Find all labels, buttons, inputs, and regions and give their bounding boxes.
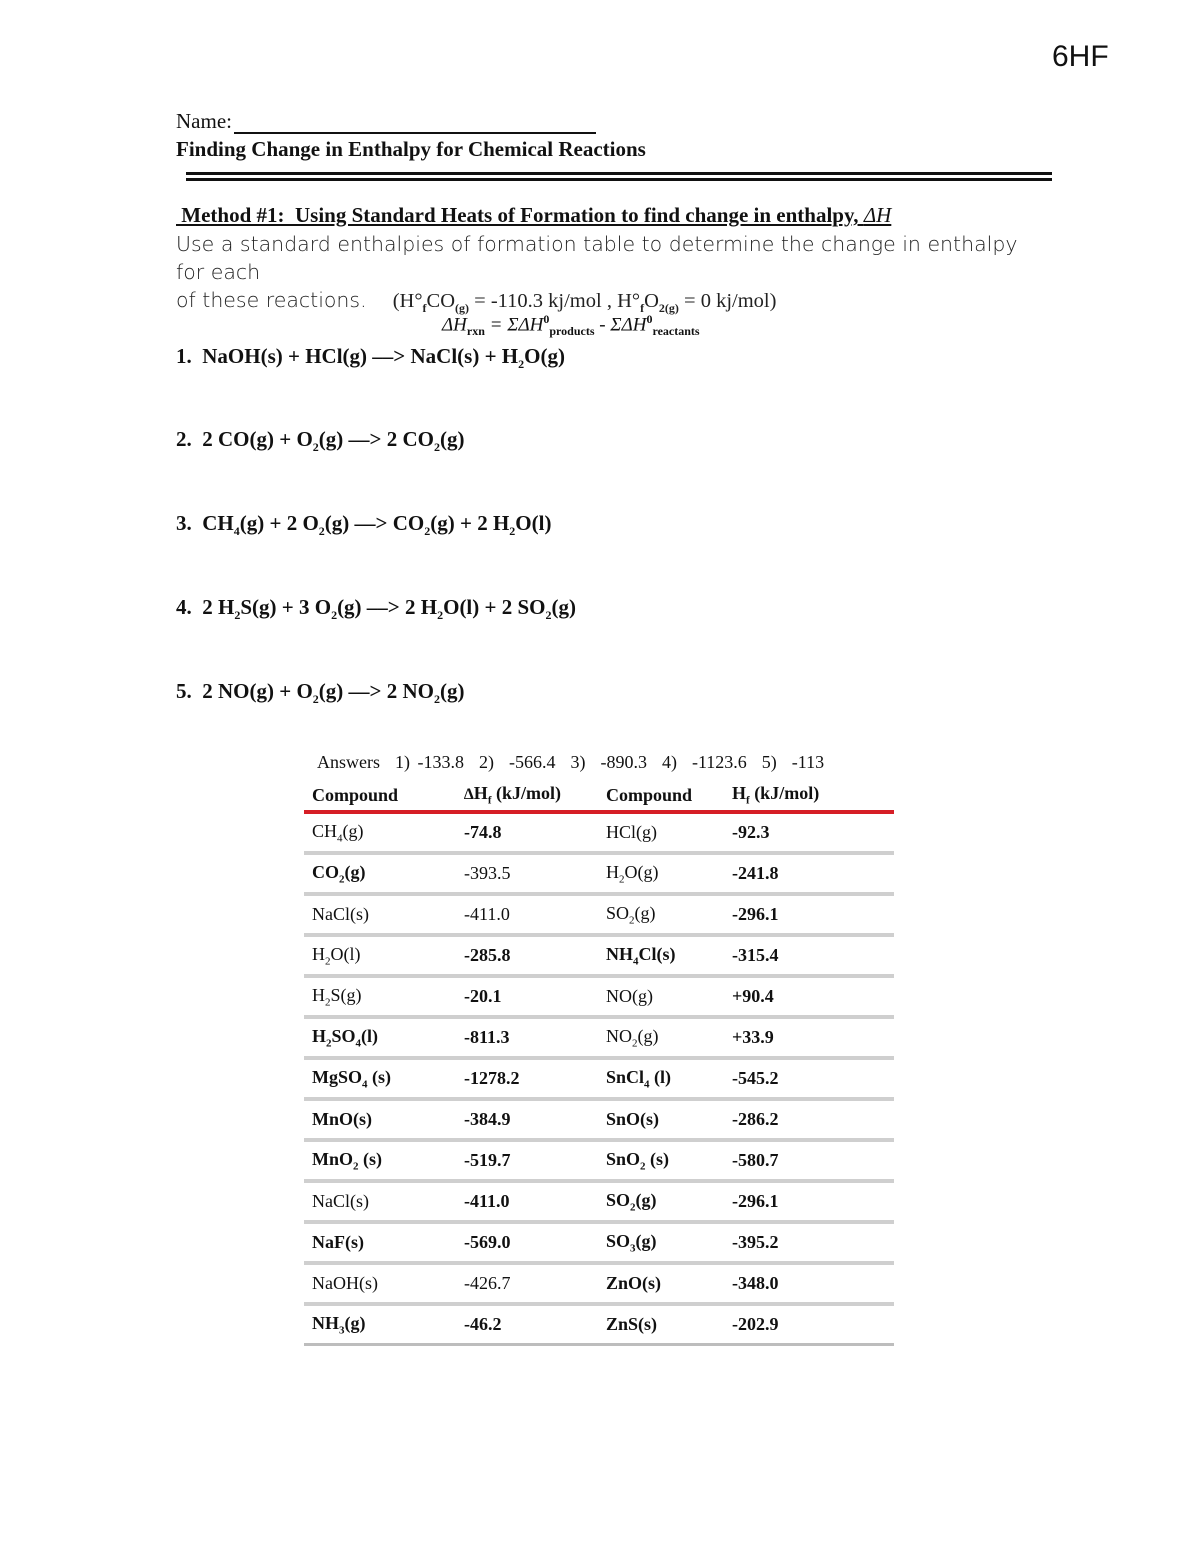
equation-text: (g) ––> 2 NO bbox=[318, 679, 434, 703]
compound-text: (g) bbox=[344, 1312, 366, 1333]
equation-text: (g) + 2 H bbox=[430, 511, 510, 535]
given-o2-sub-f: f bbox=[640, 301, 645, 316]
enthalpy-value-cell: -393.5 bbox=[456, 853, 598, 894]
table-row bbox=[304, 1222, 894, 1263]
formula-minus: - ΣΔH bbox=[594, 314, 647, 336]
compound-text: SnO bbox=[606, 1148, 641, 1169]
compound-text: (g) bbox=[635, 1189, 657, 1210]
compound-text: ZnS(s) bbox=[606, 1314, 658, 1334]
compound-text: S(g) bbox=[330, 984, 362, 1005]
enthalpy-value-cell: -296.1 bbox=[724, 894, 894, 935]
compound-text: SO bbox=[606, 1230, 631, 1251]
given-o2-prefix: H° bbox=[611, 290, 641, 312]
table-row bbox=[304, 1058, 894, 1099]
equation-text: NaOH(s) + HCl(g) ––> NaCl(s) + H bbox=[202, 344, 519, 368]
equation-text: 2 H bbox=[202, 595, 235, 619]
given-co-value: = -110.3 kj/mol , bbox=[469, 290, 612, 312]
subscript: 2 bbox=[234, 608, 241, 623]
subscript: 2 bbox=[312, 692, 319, 707]
given-co-prefix: (H° bbox=[392, 290, 423, 312]
formula-delta-h: ΔH bbox=[442, 314, 467, 336]
enthalpy-value-cell: -395.2 bbox=[724, 1222, 894, 1263]
compound-cell bbox=[598, 1263, 724, 1304]
equation-text: (g) bbox=[551, 595, 576, 619]
compound-cell bbox=[304, 853, 456, 894]
problem-number: 2. bbox=[176, 427, 192, 451]
equation-text: O(l) + 2 SO bbox=[443, 595, 546, 619]
equation-text: (g) + 2 O bbox=[239, 511, 319, 535]
subscript: 2 bbox=[630, 1201, 636, 1214]
enthalpy-value-cell: -92.3 bbox=[724, 812, 894, 853]
table-header-row bbox=[304, 780, 894, 812]
table-row bbox=[304, 894, 894, 935]
compound-text: NH bbox=[312, 1312, 339, 1333]
compound-cell bbox=[304, 1140, 456, 1181]
equation-text: (g) ––> 2 H bbox=[337, 595, 438, 619]
equation-text: (g) bbox=[440, 427, 465, 451]
compound-text: ZnO(s) bbox=[606, 1273, 662, 1293]
enthalpy-value-cell: -286.2 bbox=[724, 1099, 894, 1140]
title-divider bbox=[186, 172, 1052, 181]
compound-cell bbox=[598, 1140, 724, 1181]
compound-text: (g) bbox=[342, 820, 364, 841]
compound-cell bbox=[598, 976, 724, 1017]
compound-text: (s) bbox=[367, 1066, 392, 1087]
header-dhf-2 bbox=[724, 780, 894, 812]
compound-text: MgSO bbox=[312, 1066, 363, 1087]
given-o2-compound: O bbox=[644, 290, 659, 312]
compound-text: H bbox=[312, 943, 325, 964]
compound-cell bbox=[598, 853, 724, 894]
subscript: 2 bbox=[434, 440, 440, 455]
subscript: 2 bbox=[424, 524, 431, 539]
problem-number: 5. bbox=[176, 679, 192, 703]
compound-cell bbox=[304, 1263, 456, 1304]
header-dhf-2-sub: f bbox=[746, 794, 750, 807]
enthalpy-value-cell: -384.9 bbox=[456, 1099, 598, 1140]
compound-text: HCl(g) bbox=[606, 822, 657, 842]
compound-cell bbox=[598, 1058, 724, 1099]
name-row bbox=[176, 109, 596, 134]
table-row bbox=[304, 853, 894, 894]
compound-cell bbox=[598, 1181, 724, 1222]
header-dhf-2-unit: (kJ/mol) bbox=[749, 783, 820, 804]
header-dhf-1 bbox=[456, 780, 598, 812]
problem-number: 3. bbox=[176, 511, 192, 535]
answers-line: Answers 1) -133.8 2) -566.4 3) -890.3 4) -1123.6 5) -113 bbox=[317, 752, 825, 772]
subscript: 4 bbox=[337, 832, 343, 845]
table-row bbox=[304, 1263, 894, 1304]
enthalpy-value-cell: +90.4 bbox=[724, 976, 894, 1017]
problem-number: 1. bbox=[176, 344, 192, 368]
equation-text: O(g) bbox=[524, 344, 565, 368]
compound-text: NaCl(s) bbox=[312, 1191, 369, 1211]
formula-rxn: rxn bbox=[466, 324, 485, 339]
enthalpy-value-cell: -46.2 bbox=[456, 1304, 598, 1345]
compound-text: CO bbox=[312, 861, 339, 882]
subscript: 2 bbox=[629, 914, 635, 927]
method-heading bbox=[176, 203, 891, 228]
compound-cell bbox=[304, 1181, 456, 1222]
compound-cell bbox=[304, 894, 456, 935]
subscript: 4 bbox=[633, 955, 639, 968]
document-title: Finding Change in Enthalpy for Chemical Reactions bbox=[176, 137, 646, 161]
header-dhf-2-h: H bbox=[732, 783, 747, 804]
enthalpy-value-cell: -519.7 bbox=[456, 1140, 598, 1181]
compound-cell bbox=[304, 976, 456, 1017]
formula-products: products bbox=[549, 324, 595, 339]
reaction-problem bbox=[176, 344, 565, 372]
table-row bbox=[304, 1140, 894, 1181]
given-values bbox=[392, 290, 777, 316]
compound-cell bbox=[598, 935, 724, 976]
compound-cell bbox=[598, 894, 724, 935]
given-co-sub-f: f bbox=[422, 301, 427, 316]
given-o2-value: = 0 kj/mol) bbox=[678, 290, 777, 312]
formula-zero-2: 0 bbox=[646, 312, 653, 326]
enthalpy-value-cell: -202.9 bbox=[724, 1304, 894, 1345]
subscript: 2 bbox=[325, 955, 331, 968]
subscript: 2 bbox=[632, 1037, 638, 1050]
compound-text: (s) bbox=[358, 1148, 383, 1169]
compound-cell bbox=[304, 1222, 456, 1263]
instructions-line-2-text: of these reactions. bbox=[176, 288, 367, 312]
table-row bbox=[304, 1304, 894, 1345]
enthalpy-table bbox=[304, 780, 894, 1346]
enthalpy-value-cell: -348.0 bbox=[724, 1263, 894, 1304]
header-compound-2: Compound bbox=[598, 780, 724, 812]
table-body bbox=[304, 812, 894, 1345]
subscript: 3 bbox=[630, 1242, 636, 1255]
subscript: 2 bbox=[640, 1160, 646, 1173]
enthalpy-value-cell: -411.0 bbox=[456, 894, 598, 935]
subscript: 2 bbox=[619, 873, 625, 886]
method-heading-text: Method #1: Using Standard Heats of Formation to find change in enthalpy, bbox=[176, 203, 864, 227]
enthalpy-formula bbox=[442, 312, 700, 339]
subscript: 2 bbox=[545, 608, 552, 623]
compound-cell bbox=[304, 1304, 456, 1345]
subscript: 2 bbox=[325, 996, 331, 1009]
header-dhf-1-sub: f bbox=[487, 794, 492, 807]
compound-text: NO(g) bbox=[606, 986, 653, 1006]
compound-text: MnO bbox=[312, 1148, 354, 1169]
compound-text: NaOH(s) bbox=[312, 1273, 378, 1293]
compound-text: (l) bbox=[361, 1025, 379, 1046]
compound-text: SnCl bbox=[606, 1066, 645, 1087]
reaction-problem bbox=[176, 427, 465, 455]
equation-text: (g) ––> CO bbox=[324, 511, 425, 535]
subscript: 4 bbox=[355, 1037, 362, 1050]
name-label: Name: bbox=[176, 109, 232, 133]
enthalpy-value-cell: -545.2 bbox=[724, 1058, 894, 1099]
given-co-compound: CO bbox=[426, 290, 456, 312]
enthalpy-value-cell: -1278.2 bbox=[456, 1058, 598, 1099]
compound-cell bbox=[304, 1017, 456, 1058]
enthalpy-value-cell: -285.8 bbox=[456, 935, 598, 976]
subscript: 2 bbox=[518, 357, 525, 372]
corner-label: 6HF bbox=[1052, 40, 1109, 73]
compound-text: (g) bbox=[344, 861, 366, 882]
formula-reactants: reactants bbox=[652, 324, 700, 339]
compound-cell bbox=[304, 812, 456, 853]
compound-text: O(g) bbox=[624, 861, 659, 882]
subscript: 2 bbox=[318, 524, 325, 539]
enthalpy-value-cell: -426.7 bbox=[456, 1263, 598, 1304]
instructions bbox=[176, 230, 1036, 322]
compound-cell bbox=[304, 1058, 456, 1099]
compound-text: (s) bbox=[645, 1148, 670, 1169]
compound-cell bbox=[598, 1099, 724, 1140]
subscript: 4 bbox=[233, 524, 240, 539]
compound-text: NaCl(s) bbox=[312, 904, 369, 924]
compound-text: NH bbox=[606, 943, 633, 964]
table-row bbox=[304, 1099, 894, 1140]
compound-text: H bbox=[312, 984, 325, 1005]
table-row bbox=[304, 935, 894, 976]
table-row bbox=[304, 976, 894, 1017]
enthalpy-value-cell: -580.7 bbox=[724, 1140, 894, 1181]
enthalpy-value-cell: -569.0 bbox=[456, 1222, 598, 1263]
compound-text: H bbox=[606, 861, 619, 882]
given-o2-state: 2(g) bbox=[658, 301, 679, 316]
equation-text: (g) ––> 2 CO bbox=[318, 427, 434, 451]
enthalpy-value-cell: -315.4 bbox=[724, 935, 894, 976]
formula-zero-1: 0 bbox=[543, 312, 550, 326]
enthalpy-value-cell: -20.1 bbox=[456, 976, 598, 1017]
formula-equals: = ΣΔH bbox=[484, 314, 544, 336]
header-dhf-1-unit: (kJ/mol) bbox=[491, 783, 561, 804]
compound-cell bbox=[598, 1304, 724, 1345]
subscript: 2 bbox=[312, 440, 319, 455]
reaction-problem bbox=[176, 679, 465, 707]
enthalpy-value-cell: -811.3 bbox=[456, 1017, 598, 1058]
compound-text: NO bbox=[606, 1025, 632, 1046]
compound-cell bbox=[598, 1017, 724, 1058]
equation-text: (g) bbox=[440, 679, 465, 703]
compound-text: (g) bbox=[637, 1025, 659, 1046]
reaction-problem bbox=[176, 511, 551, 539]
compound-text: SnO(s) bbox=[606, 1109, 660, 1129]
header-compound-1: Compound bbox=[304, 780, 456, 812]
compound-text: (g) bbox=[634, 902, 656, 923]
subscript: 2 bbox=[353, 1160, 359, 1173]
heats-of-formation-table bbox=[304, 780, 894, 1346]
compound-cell bbox=[304, 1099, 456, 1140]
table-row bbox=[304, 812, 894, 853]
compound-cell bbox=[304, 935, 456, 976]
subscript: 2 bbox=[434, 692, 440, 707]
compound-text: O(l) bbox=[330, 943, 361, 964]
compound-text: SO bbox=[606, 902, 630, 923]
enthalpy-value-cell: +33.9 bbox=[724, 1017, 894, 1058]
subscript: 2 bbox=[339, 873, 345, 886]
compound-text: SO bbox=[606, 1189, 631, 1210]
compound-text: NaF(s) bbox=[312, 1232, 364, 1252]
subscript: 4 bbox=[362, 1078, 368, 1091]
problem-number: 4. bbox=[176, 595, 192, 619]
given-co-state: (g) bbox=[455, 301, 470, 316]
subscript: 2 bbox=[326, 1037, 332, 1050]
subscript: 2 bbox=[509, 524, 516, 539]
subscript: 4 bbox=[644, 1078, 650, 1091]
equation-text: O(l) bbox=[515, 511, 552, 535]
table-row bbox=[304, 1181, 894, 1222]
subscript: 3 bbox=[339, 1324, 345, 1337]
compound-text: SO bbox=[331, 1025, 356, 1046]
compound-text: (g) bbox=[635, 1230, 657, 1251]
instructions-line-1: Use a standard enthalpies of formation table to determine the change in enthalpy for each bbox=[176, 232, 1018, 284]
name-blank-line[interactable] bbox=[234, 112, 596, 134]
equation-text: CH bbox=[202, 511, 234, 535]
equation-text: S(g) + 3 O bbox=[240, 595, 332, 619]
header-dhf-1-h: H bbox=[473, 783, 488, 804]
reaction-problem bbox=[176, 595, 576, 623]
enthalpy-value-cell: -74.8 bbox=[456, 812, 598, 853]
equation-text: 2 CO(g) + O bbox=[202, 427, 313, 451]
delta-h-symbol: ΔH bbox=[863, 203, 892, 227]
header-delta-symbol: ∆ bbox=[464, 786, 474, 804]
compound-text: MnO(s) bbox=[312, 1109, 372, 1129]
equation-text: 2 NO(g) + O bbox=[202, 679, 313, 703]
compound-text: H bbox=[312, 1025, 327, 1046]
compound-text: Cl(s) bbox=[638, 943, 676, 964]
compound-cell bbox=[598, 1222, 724, 1263]
table-row bbox=[304, 1017, 894, 1058]
compound-text: (l) bbox=[649, 1066, 672, 1087]
subscript: 2 bbox=[331, 608, 338, 623]
subscript: 2 bbox=[437, 608, 444, 623]
compound-cell bbox=[598, 812, 724, 853]
enthalpy-value-cell: -411.0 bbox=[456, 1181, 598, 1222]
enthalpy-value-cell: -241.8 bbox=[724, 853, 894, 894]
compound-text: CH bbox=[312, 820, 338, 841]
enthalpy-value-cell: -296.1 bbox=[724, 1181, 894, 1222]
